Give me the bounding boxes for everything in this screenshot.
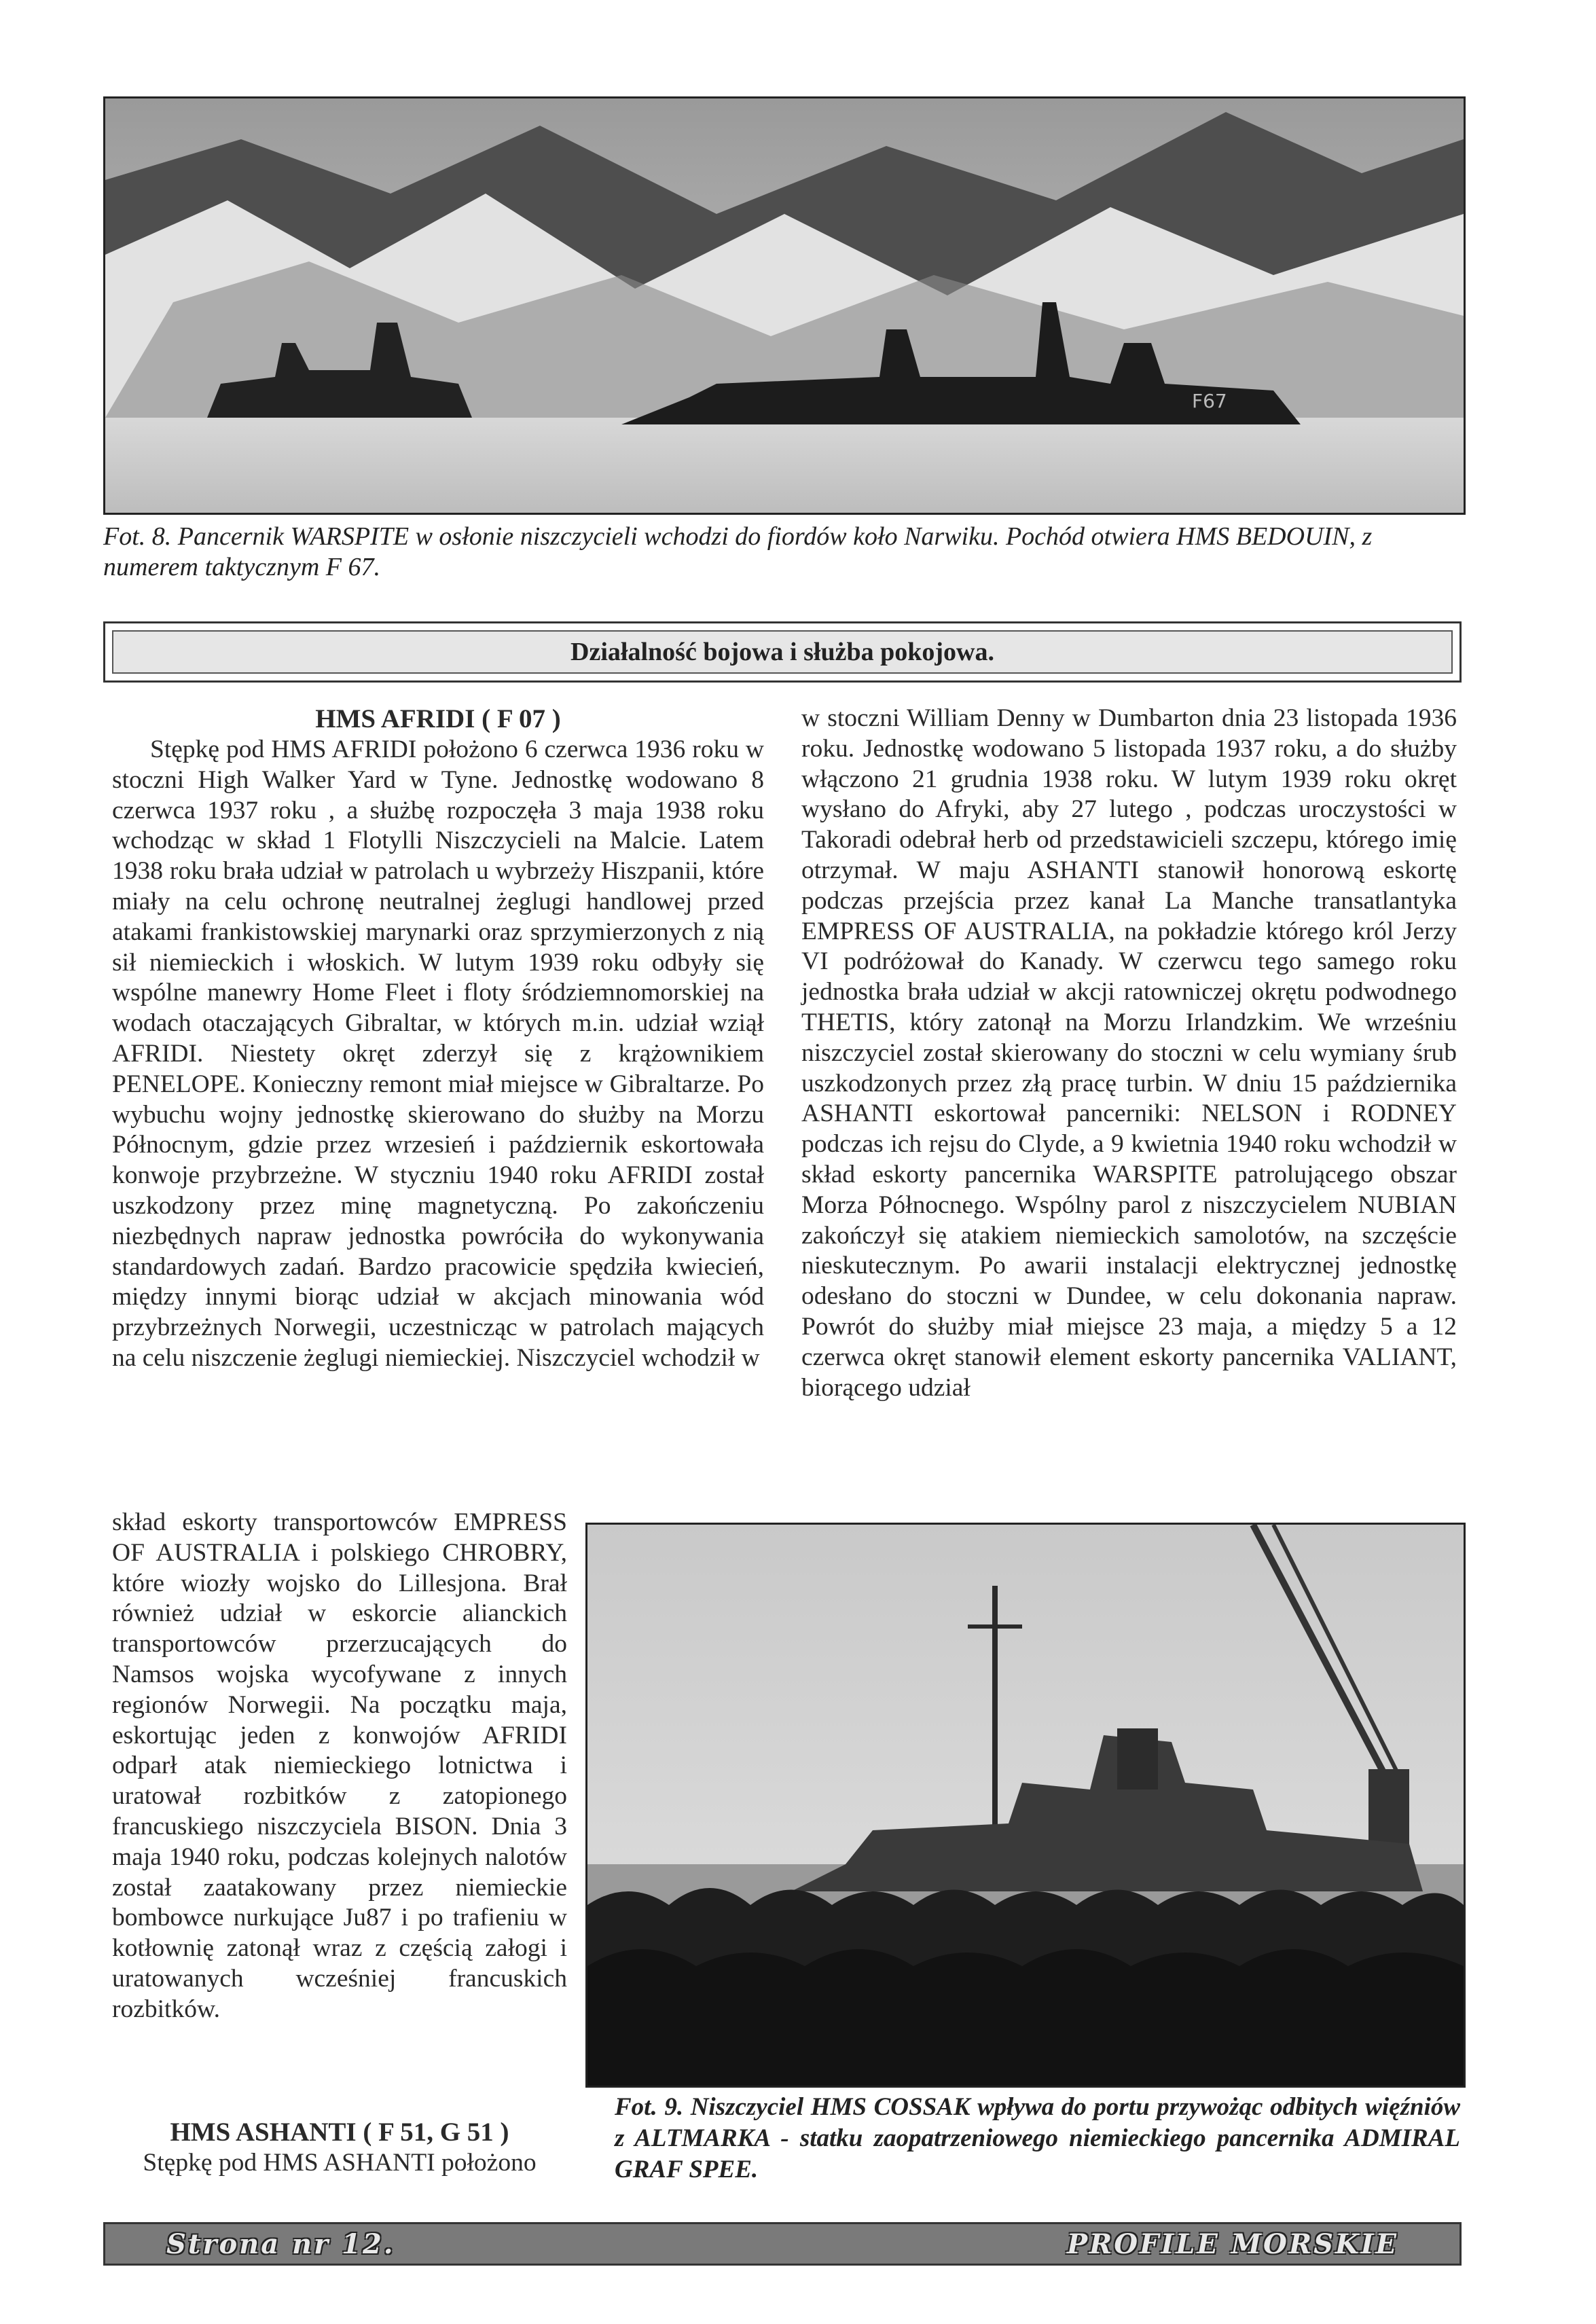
section-banner [103, 621, 1462, 683]
ashanti-paragraph-start: Stępkę pod HMS ASHANTI położono [143, 2149, 537, 2177]
left-column-upper [112, 704, 764, 1374]
photo1-caption-label: Fot. 8. [103, 522, 172, 551]
ashanti-heading: HMS ASHANTI ( F 51, G 51 ) [170, 2118, 509, 2147]
right-column [801, 704, 1457, 1403]
port-scene-image [587, 1525, 1464, 2086]
footer-bar [103, 2222, 1462, 2266]
footer-magazine-name: PROFILE MORSKIE [1066, 2228, 1398, 2260]
fjord-scene-image [105, 98, 1464, 513]
hull-number-label: F67 [1192, 390, 1227, 412]
photo-cossack-port [585, 1523, 1466, 2088]
photo-warspite-fjord [103, 96, 1466, 515]
left-column-narrow [112, 1508, 567, 2025]
afridi-heading: HMS AFRIDI ( F 07 ) [315, 704, 561, 733]
photo2-caption [615, 2092, 1460, 2185]
photo1-caption [103, 522, 1462, 583]
afridi-paragraph: Stępkę pod HMS AFRIDI położono 6 czerwca 1936 roku w stoczni High Walker Yard w Tyne. Jednostkę wodowano 8 czerwca 1937 roku , a służbę rozpoczęła 3 maja 1938 roku wchodząc w skład 1 Flotylli Niszczycieli na Malcie. Latem 1938 roku brała udział w patrolach u wybrzeży Hiszpanii, które miały na celu ochronę neutralnej żeglugi handlowej przed atakami frankistowskiej marynarki oraz sprzymierzonych z nią sił niemieckich i włoskich. W lutym 1939 roku odbyły się wspólne manewry Home Fleet i floty śródziemnomorskiej na wodach otaczających Gibraltar, w których m.in. udział wziął AFRIDI. Niestety okręt zderzył się z krążownikiem PENELOPE. Konieczny remont miał miejsce w Gibraltarze. Po wybuchu wojny jednostkę skierowano do służby na Morzu Północnym, gdzie przez wrzesień i październik eskortowała konwoje przybrzeżne. W styczniu 1940 roku AFRIDI został uszkodzony przez minę magnetyczną. Po zakończeniu niezbędnych napraw jednostka powróciła do wykonywania standardowych zadań. Bardzo pracowicie spędziła kwiecień, między innymi biorąc udział w akcjach minowania wód przybrzeżnych Norwegii, uczestnicząc w patrolach mających na celu niszczenie żeglugi niemieckiej. Niszczyciel wchodził w [112, 736, 764, 1372]
photo1-caption-text: Pancernik WARSPITE w osłonie niszczycieli wchodzi do fiordów koło Narwiku. Pochód otwiera HMS BEDOUIN, z numerem taktycznym F 67. [103, 522, 1373, 581]
footer-page-number: Strona nr 12. [166, 2228, 395, 2260]
photo2-caption-label: Fot. 9. [615, 2093, 684, 2121]
photo2-caption-text: Niszczyciel HMS COSSAK wpływa do portu przywożąc odbitych więźniów z ALTMARKA - statku zaopatrzeniowego niemieckiego pancernika ADMIRAL GRAF SPEE. [615, 2093, 1460, 2183]
afridi-paragraph-continued: skład eskorty transportowców EMPRESS OF AUSTRALIA i polskiego CHROBRY, które wiozły wojsko do Lillesjona. Brał również udział w eskorcie alianckich transportowców przerzucających do Namsos wojska wycofywane z innych regionów Norwegii. Na początku maja, eskortując jeden z konwojów AFRIDI odparł atak niemieckiego lotnictwa i uratował rozbitków z zatopionego francuskiego niszczyciela BISON. Dnia 3 maja 1940 roku, podczas kolejnych nalotów został zaatakowany przez niemieckie bombowce nurkujące Ju87 i po trafieniu w kotłownię zatonął wraz z częścią załogi i uratowanych wcześniej francuskich rozbitków. [112, 1508, 567, 2023]
ashanti-paragraph-continued: w stoczni William Denny w Dumbarton dnia 23 listopada 1936 roku. Jednostkę wodowano 5 listopada 1937 roku, a do służby włączono 21 grudnia 1938 roku. W lutym 1939 roku okręt wysłano do Afryki, aby 27 lutego , podczas uroczystości w Takoradi odebrał herb od przedstawicieli szczepu, którego imię otrzymał. W maju ASHANTI stanowił honorową eskortę podczas przejścia przez kanał La Manche transatlantyka EMPRESS OF AUSTRALIA, na pokładzie którego król Jerzy VI podróżował do Kanady. W czerwcu tego samego roku jednostka brała udział w akcji ratowniczej okrętu podwodnego THETIS, który zatonął na Morzu Irlandzkim. We wrześniu niszczyciel został skierowany do stoczni w celu wymiany śrub uszkodzonych przez złą pracę turbin. W dniu 15 października ASHANTI eskortował pancerniki: NELSON i RODNEY podczas ich rejsu do Clyde, a 9 kwietnia 1940 roku wchodził w skład eskorty pancernika WARSPITE patrolującego obszar Morza Północnego. Wspólny parol z niszczycielem NUBIAN zakończył się atakiem niemieckich samolotów, na szczęście nieskutecznym. Po awarii instalacji elektrycznej jednostkę odesłano do stoczni w Dundee, w celu dokonania napraw. Powrót do służby miał miejsce 23 maja, a między 5 a 12 czerwca okręt stanowił element eskorty pancernika VALIANT, biorącego udział [801, 704, 1457, 1402]
ashanti-start [112, 2117, 567, 2179]
section-title: Działalność bojowa i służba pokojowa. [570, 638, 994, 666]
